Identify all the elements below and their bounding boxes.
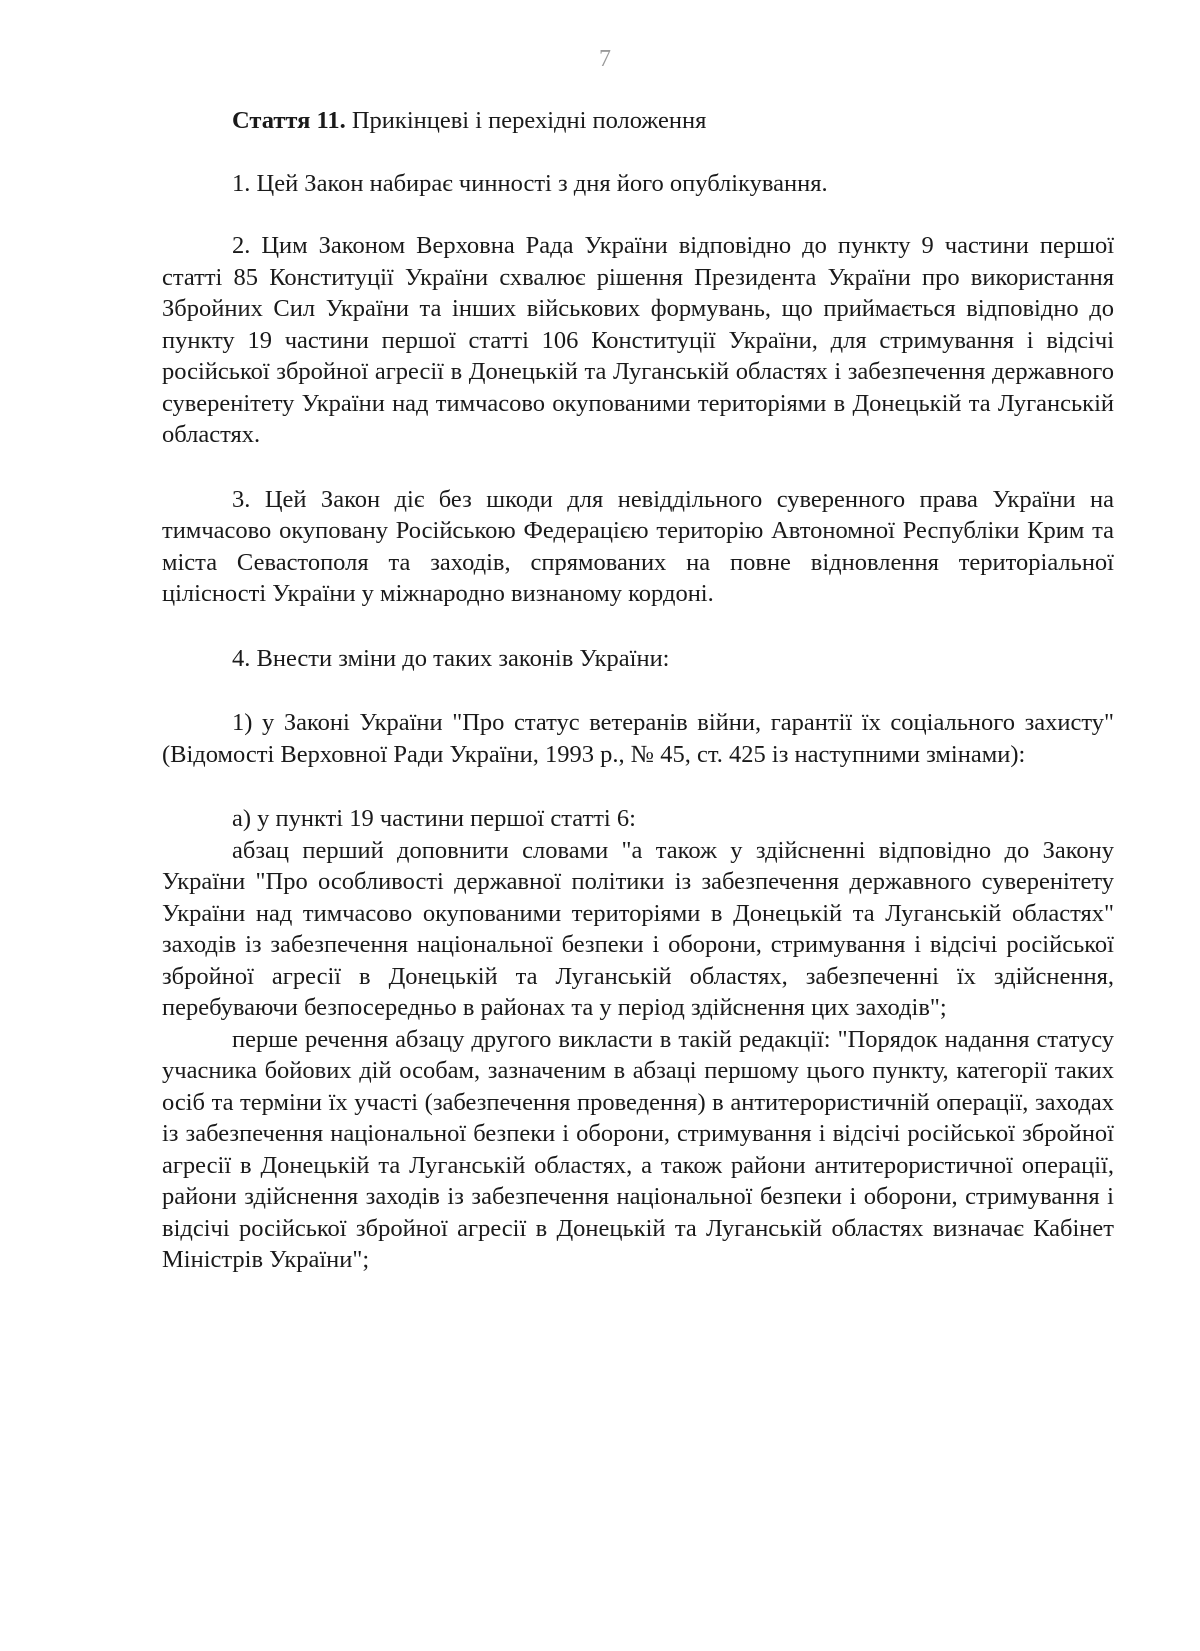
article-title: Прикінцеві і перехідні положення — [345, 107, 707, 134]
article-number: Стаття 11. — [232, 107, 346, 134]
paragraph-5: 1) у Законі України "Про статус ветеранів війни, гарантії їх соціального захисту" (Відомості Верховної Ради України, 1993 р., № 45, ст. 425 із наступними змінами): — [162, 709, 1114, 768]
paragraph-7: абзац перший доповнити словами "а також у здійсненні відповідно до Закону України "Про особливості державної політики із забезпечення державного суверенітету України над тимчасово окупованими територіями в Донецькій та Луганській областях" заходів із забезпечення національної безпеки і оборони, стримування і відсічі російської збройної агресії в Донецькій та Луганській областях, забезпеченні їх здійснення, перебуваючи безпосередньо в районах та у період здійснення цих заходів"; — [162, 836, 1114, 1021]
page-number: 7 — [599, 46, 611, 72]
article-heading — [162, 105, 1114, 137]
paragraph-6: а) у пункті 19 частини першої статті 6: — [232, 805, 636, 832]
paragraph-8: перше речення абзацу другого викласти в такій редакції: "Порядок надання статусу учасника бойових дій особам, зазначеним в абзаці першому цього пункту, категорії таких осіб та терміни їх участі (забезпечення проведення) в антитерористичній операції, заходах із забезпечення національної безпеки і оборони, стримування і відсічі російської збройної агресії в Донецькій та Луганській областях, а також райони антитерористичної операції, райони здійснення заходів із забезпечення національної безпеки і оборони, стримування і відсічі російської збройної агресії в Донецькій та Луганській областях визначає Кабінет Міністрів України"; — [162, 1025, 1114, 1273]
paragraph-4: 4. Внести зміни до таких законів України: — [232, 644, 670, 672]
document-body — [162, 105, 1114, 1276]
paragraph-2: 2. Цим Законом Верховна Рада України відповідно до пункту 9 частини першої статті 85 Конституції України схвалює рішення Президента України про використання Збройних Сил України та інших військових формувань, що приймається відповідно до пункту 19 частини першої статті 106 Конституції України, для стримування і відсічі російської збройної агресії в Донецькій та Луганській областях і забезпечення державного суверенітету України над тимчасово окупованими територіями в Донецькій та Луганській областях. — [162, 232, 1114, 448]
paragraph-1: 1. Цей Закон набирає чинності з дня його опублікування. — [232, 169, 828, 197]
paragraph-3: 3. Цей Закон діє без шкоди для невіддільного суверенного права України на тимчасово окуповану Російською Федерацією територію Автономної Республіки Крим та міста Севастополя та заходів, спрямованих на повне відновлення територіальної цілісності України у міжнародно визнаному кордоні. — [162, 485, 1114, 607]
